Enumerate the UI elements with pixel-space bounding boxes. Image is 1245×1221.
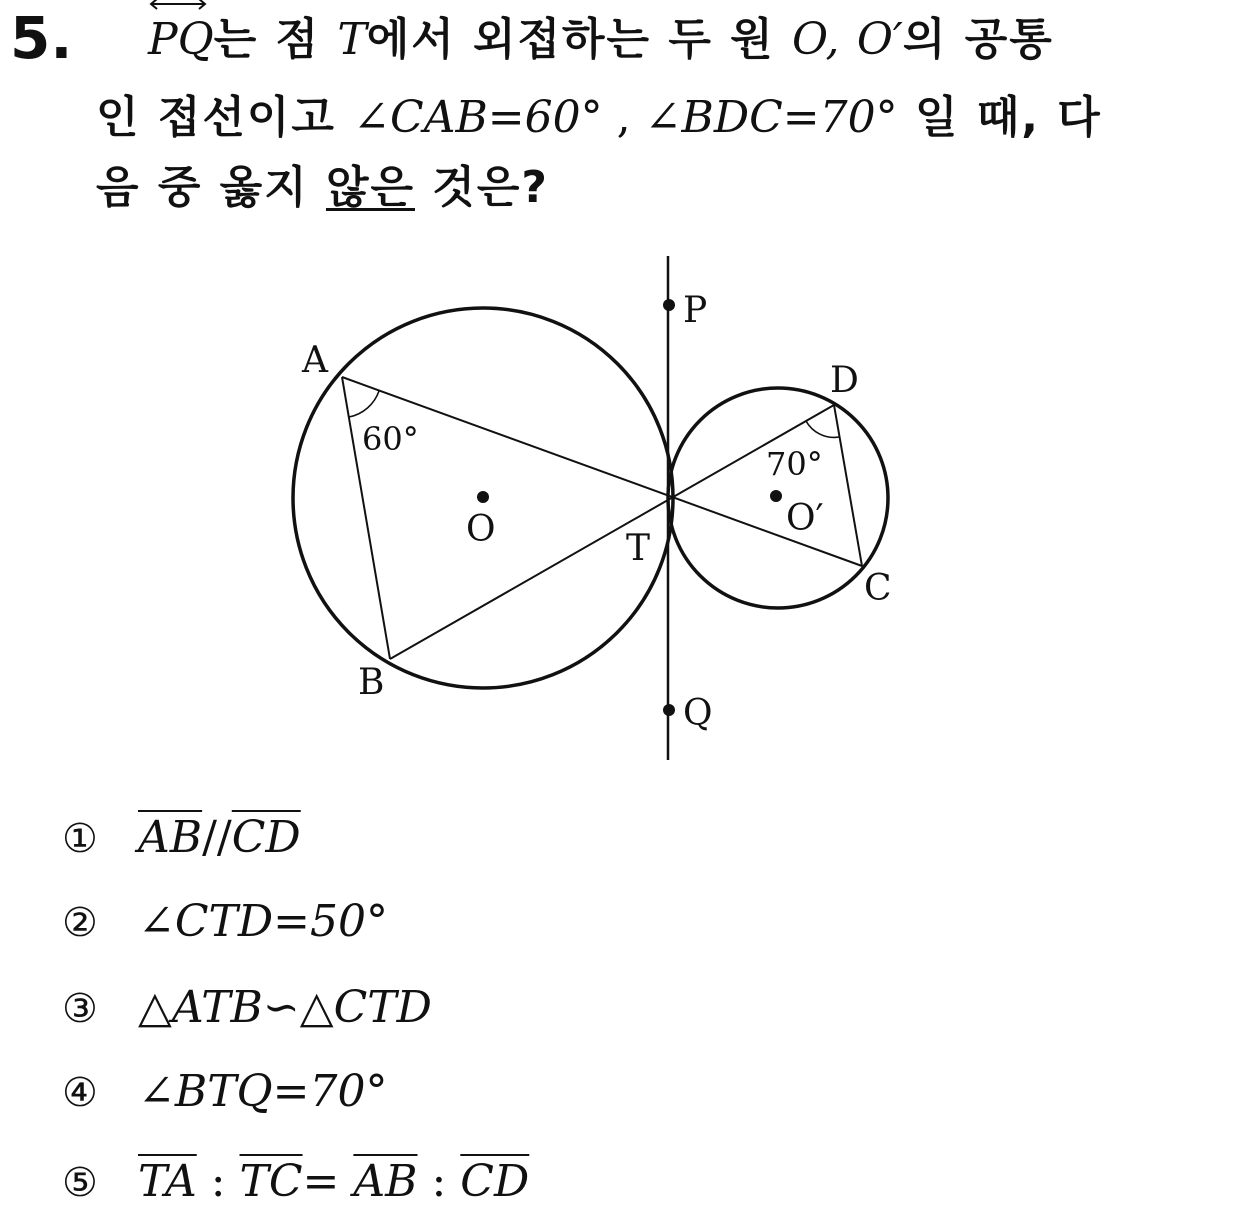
- point-q: [663, 704, 675, 716]
- question-number: 5.: [10, 4, 73, 72]
- circle-o-text: O,: [792, 14, 840, 65]
- label-d: D: [830, 360, 859, 401]
- segment-dc: [834, 405, 862, 566]
- option-2-marker: ②: [62, 900, 98, 946]
- center-o2: [770, 490, 782, 502]
- angle-arc-cab: [349, 391, 379, 417]
- label-a: A: [302, 340, 328, 381]
- circle-o2-text: O′: [856, 14, 903, 65]
- angle-cab-text: ∠CAB=60°: [353, 92, 603, 143]
- label-t: T: [626, 528, 651, 569]
- option-4-marker: ④: [62, 1070, 98, 1116]
- point-p: [663, 299, 675, 311]
- question-line-3: 음 중 옳지 않은 것은?: [96, 162, 549, 213]
- center-o: [477, 491, 489, 503]
- label-c: C: [864, 568, 892, 609]
- line-pq-label: PQ: [148, 18, 214, 62]
- point-t-text: T: [337, 14, 367, 65]
- option-5-marker: ⑤: [62, 1160, 98, 1206]
- label-o: O: [466, 509, 496, 550]
- option-2[interactable]: ② ∠CTD=50°: [62, 896, 389, 947]
- angle-arc-bdc: [806, 421, 839, 437]
- angle-label-60: 60°: [362, 420, 419, 458]
- angle-label-70: 70°: [766, 445, 823, 483]
- option-1[interactable]: ① $\overline{AB}//\overline{CD}$: [62, 812, 301, 863]
- angle-bdc-text: ∠BDC=70°: [644, 92, 898, 143]
- label-b: B: [358, 662, 385, 703]
- question-line-1: PQ는 점 T에서 외접하는 두 원 O, O′의 공통: [148, 18, 1054, 62]
- label-o2: O′: [786, 498, 824, 539]
- option-1-marker: ①: [62, 816, 98, 862]
- option-3[interactable]: ③ △ATB∽△CTD: [62, 982, 432, 1033]
- option-5[interactable]: ⑤ $\overline{TA}$ : $\overline{TC}= \overline{AB}$ : $\overline{CD}$: [62, 1156, 530, 1207]
- label-q: Q: [683, 693, 713, 734]
- underlined-word: 않은: [325, 162, 415, 213]
- option-3-marker: ③: [62, 986, 98, 1032]
- option-4[interactable]: ④ ∠BTQ=70°: [62, 1066, 388, 1117]
- question-line-2: 인 접선이고 ∠CAB=60° , ∠BDC=70° 일 때, 다: [96, 92, 1102, 143]
- label-p: P: [683, 290, 708, 331]
